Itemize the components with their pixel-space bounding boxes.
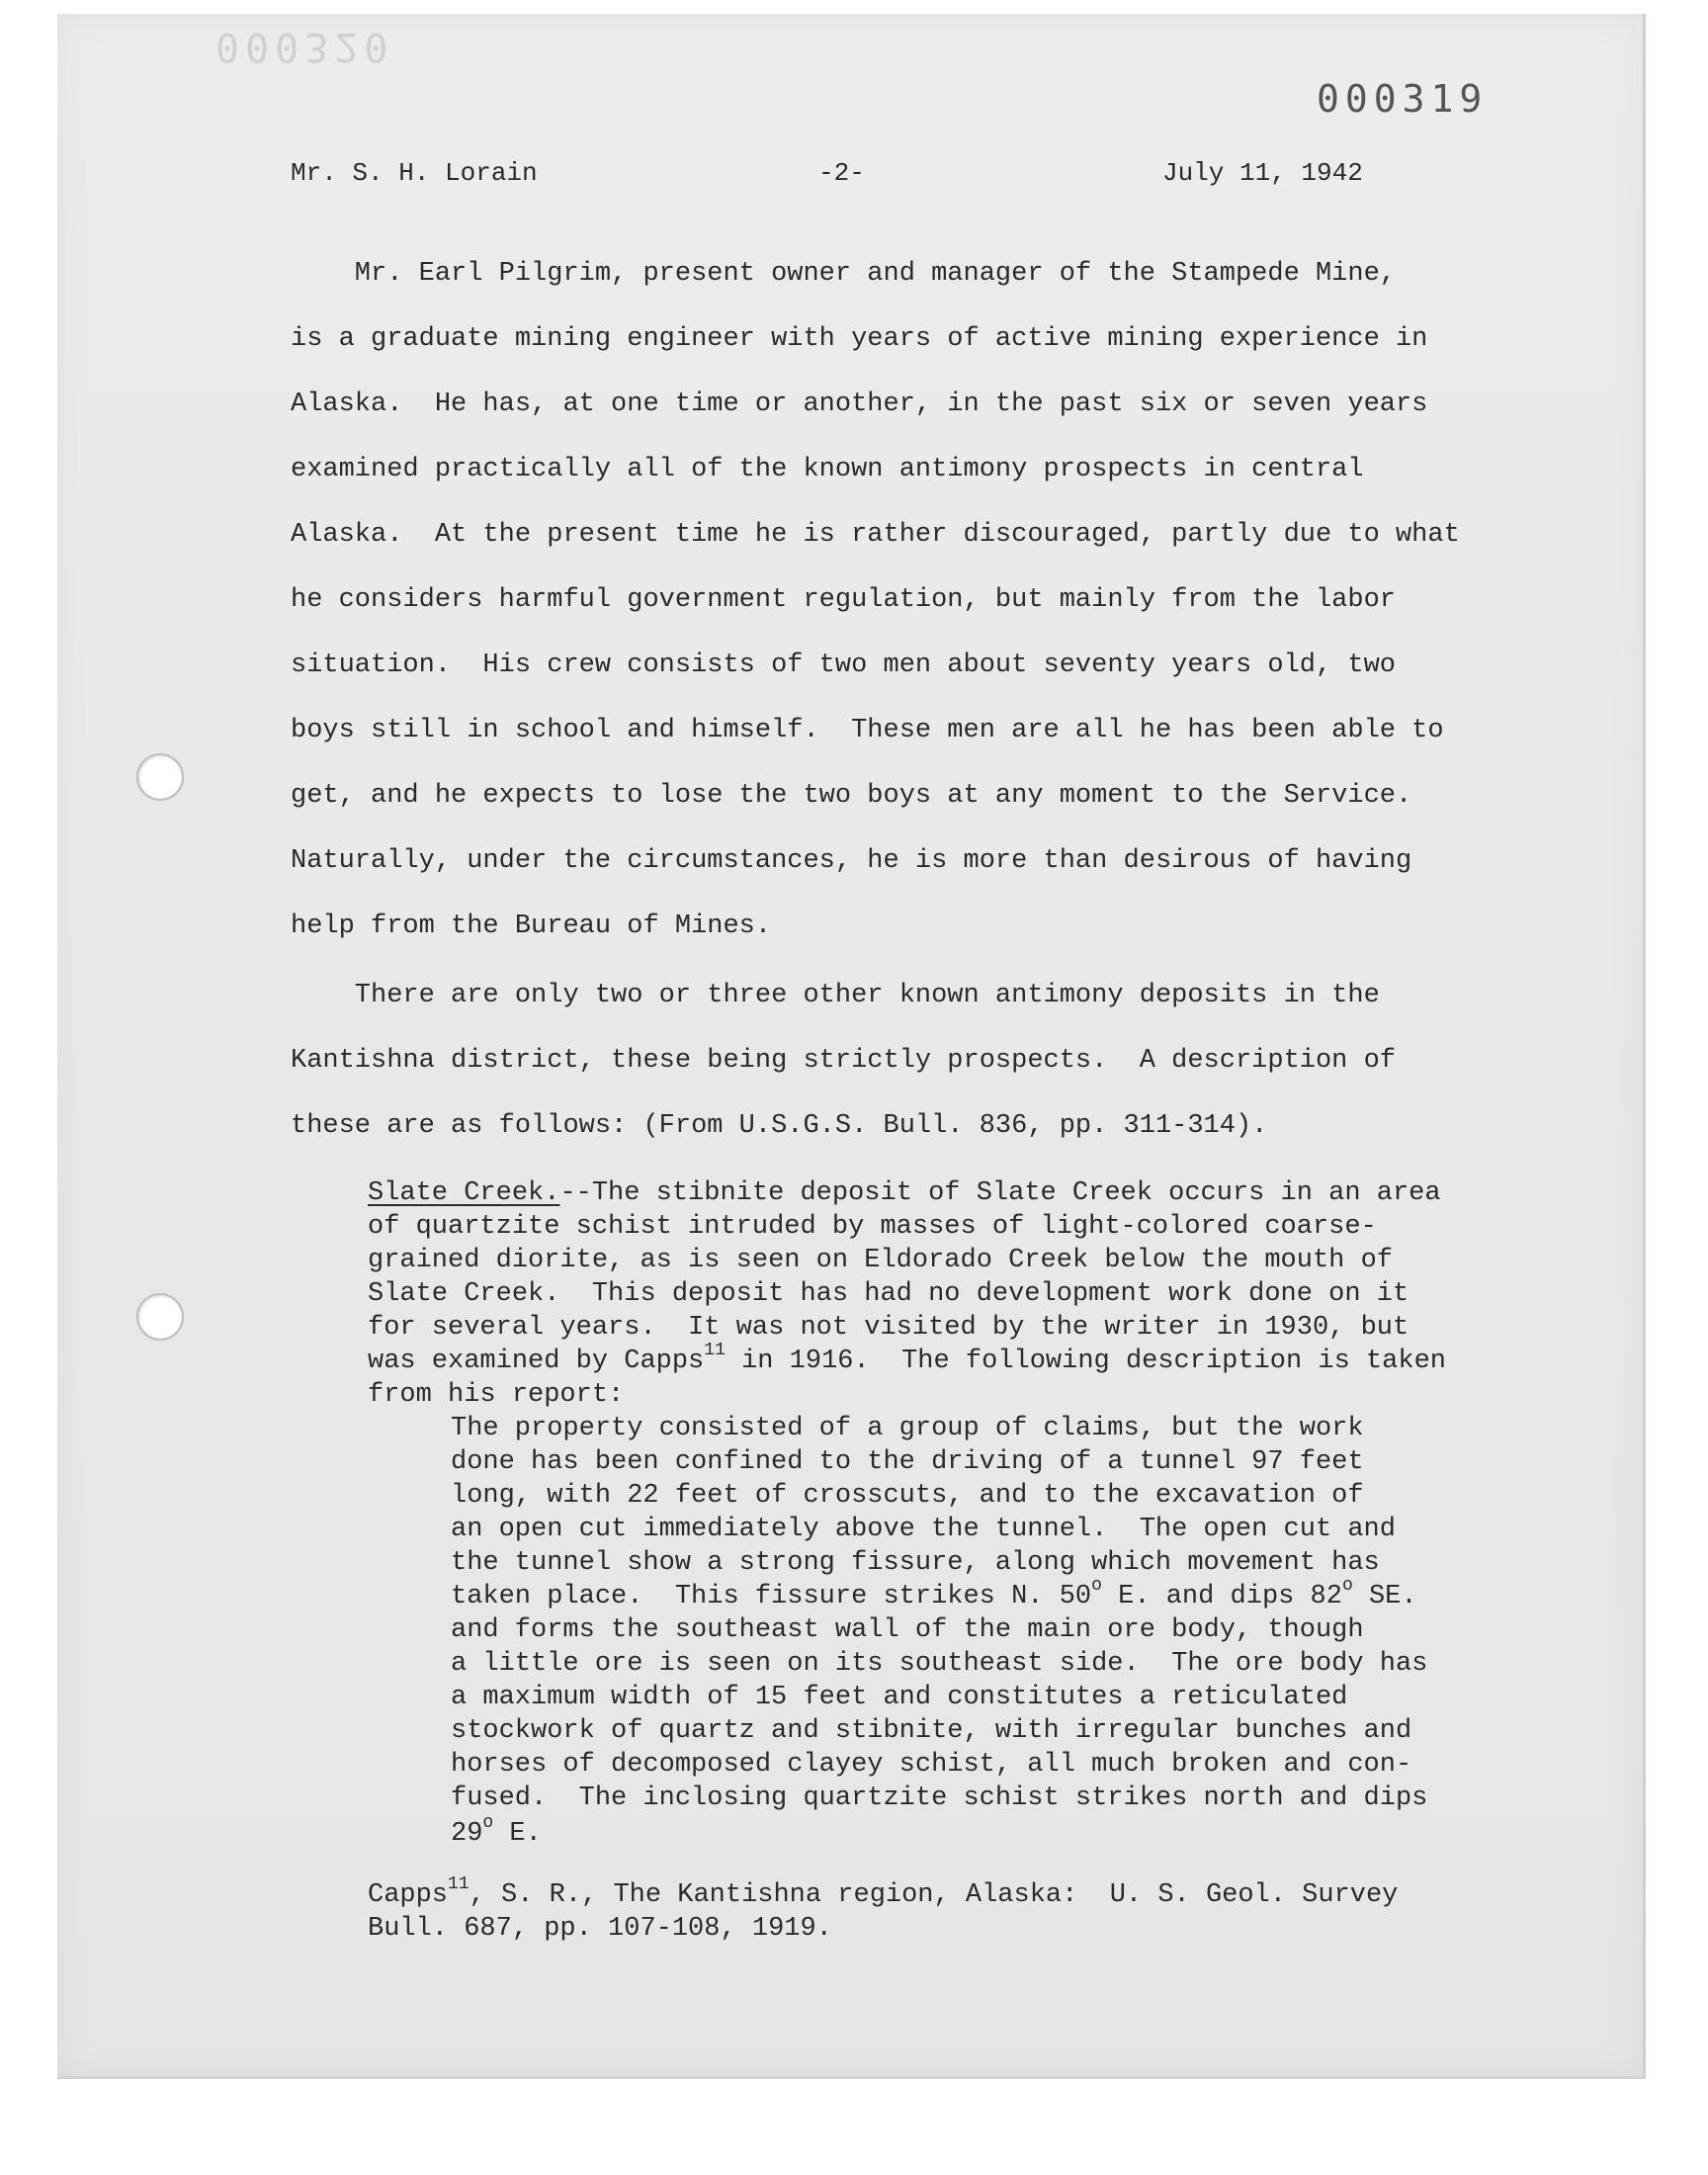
- header-addressee: Mr. S. H. Lorain: [291, 158, 538, 188]
- inner-quote-line: a maximum width of 15 feet and constitutes a reticulated: [451, 1683, 1348, 1712]
- quote-text: in 1916. The following description is taken: [725, 1347, 1446, 1376]
- inner-quote-line: [451, 1576, 1417, 1611]
- footnote-text: , S. R., The Kantishna region, Alaska: U. S. Geol. Survey: [469, 1880, 1399, 1910]
- body-line: Alaska. At the present time he is rather discouraged, partly due to what: [291, 520, 1460, 550]
- body-line: boys still in school and himself. These men are all he has been able to: [291, 716, 1444, 745]
- body-line: these are as follows: (From U.S.G.S. Bull. 836, pp. 311-314).: [291, 1111, 1268, 1141]
- body-line: situation. His crew consists of two men about seventy years old, two: [291, 651, 1396, 680]
- quote-line: of quartzite schist intruded by masses of light-colored coarse-: [368, 1212, 1377, 1242]
- quote-text: was examined by Capps: [368, 1347, 705, 1376]
- footnote-line: [368, 1874, 1399, 1910]
- punch-hole-lower: [136, 1293, 184, 1341]
- inner-quote-line: done has been confined to the driving of a tunnel 97 feet: [451, 1447, 1364, 1477]
- inner-quote-text: 29: [451, 1819, 483, 1849]
- page-stamp-number: 000319: [1317, 77, 1489, 121]
- quote-line: for several years. It was not visited by the writer in 1930, but: [368, 1313, 1409, 1343]
- body-line: Naturally, under the circumstances, he is more than desirous of having: [291, 846, 1412, 876]
- inner-quote-line: an open cut immediately above the tunnel. The open cut and: [451, 1515, 1396, 1544]
- footnote-mark: 11: [448, 1874, 470, 1894]
- inner-quote-line: a little ore is seen on its southeast side. The ore body has: [451, 1649, 1428, 1679]
- body-line: Kantishna district, these being strictly prospects. A description of: [291, 1046, 1396, 1076]
- body-line: Mr. Earl Pilgrim, present owner and manager of the Stampede Mine,: [291, 259, 1396, 289]
- inner-quote-text: SE.: [1352, 1582, 1417, 1611]
- inner-quote-line: long, with 22 feet of crosscuts, and to the excavation of: [451, 1481, 1364, 1511]
- header-date: July 11, 1942: [1162, 158, 1363, 188]
- quote-text: --The stibnite deposit of Slate Creek occurs in an area: [559, 1178, 1441, 1208]
- quote-line: grained diorite, as is seen on Eldorado Creek below the mouth of: [368, 1246, 1393, 1275]
- body-line: get, and he expects to lose the two boys at any moment to the Service.: [291, 781, 1412, 811]
- inner-quote-line: stockwork of quartz and stibnite, with irregular bunches and: [451, 1716, 1412, 1746]
- inner-quote-line: fused. The inclosing quartzite schist strikes north and dips: [451, 1784, 1428, 1813]
- quote-line: [368, 1341, 1446, 1376]
- body-line: examined practically all of the known antimony prospects in central: [291, 455, 1364, 484]
- footnote-mark: 11: [704, 1341, 726, 1360]
- body-line: There are only two or three other known antimony deposits in the: [291, 981, 1380, 1010]
- footnote-line: Bull. 687, pp. 107-108, 1919.: [368, 1914, 832, 1944]
- body-line: Alaska. He has, at one time or another, in the past six or seven years: [291, 390, 1428, 419]
- degree-mark: o: [1091, 1576, 1102, 1596]
- quote-line: [368, 1178, 1441, 1208]
- inner-quote-text: E. and dips 82: [1101, 1582, 1342, 1611]
- punch-hole-upper: [136, 753, 184, 801]
- inner-quote-line: [451, 1813, 542, 1849]
- degree-mark: o: [1341, 1576, 1353, 1596]
- body-line: he considers harmful government regulation, but mainly from the labor: [291, 585, 1396, 615]
- inner-quote-line: horses of decomposed clayey schist, all much broken and con-: [451, 1750, 1412, 1780]
- bleed-through-stamp: 000320: [215, 24, 394, 69]
- inner-quote-line: and forms the southeast wall of the main ore body, though: [451, 1615, 1364, 1645]
- body-line: is a graduate mining engineer with years of active mining experience in: [291, 324, 1428, 354]
- inner-quote-line: the tunnel show a strong fissure, along which movement has: [451, 1548, 1380, 1578]
- quote-heading: Slate Creek.: [368, 1178, 560, 1208]
- degree-mark: o: [482, 1813, 494, 1833]
- inner-quote-line: The property consisted of a group of claims, but the work: [451, 1414, 1364, 1443]
- header-page-number: -2-: [818, 158, 865, 188]
- inner-quote-text: E.: [493, 1819, 542, 1849]
- body-line: help from the Bureau of Mines.: [291, 912, 772, 941]
- inner-quote-text: taken place. This fissure strikes N. 50: [451, 1582, 1092, 1611]
- quote-line: from his report:: [368, 1380, 625, 1410]
- footnote-author: Capps: [368, 1880, 449, 1910]
- quote-line: Slate Creek. This deposit has had no development work done on it: [368, 1279, 1409, 1309]
